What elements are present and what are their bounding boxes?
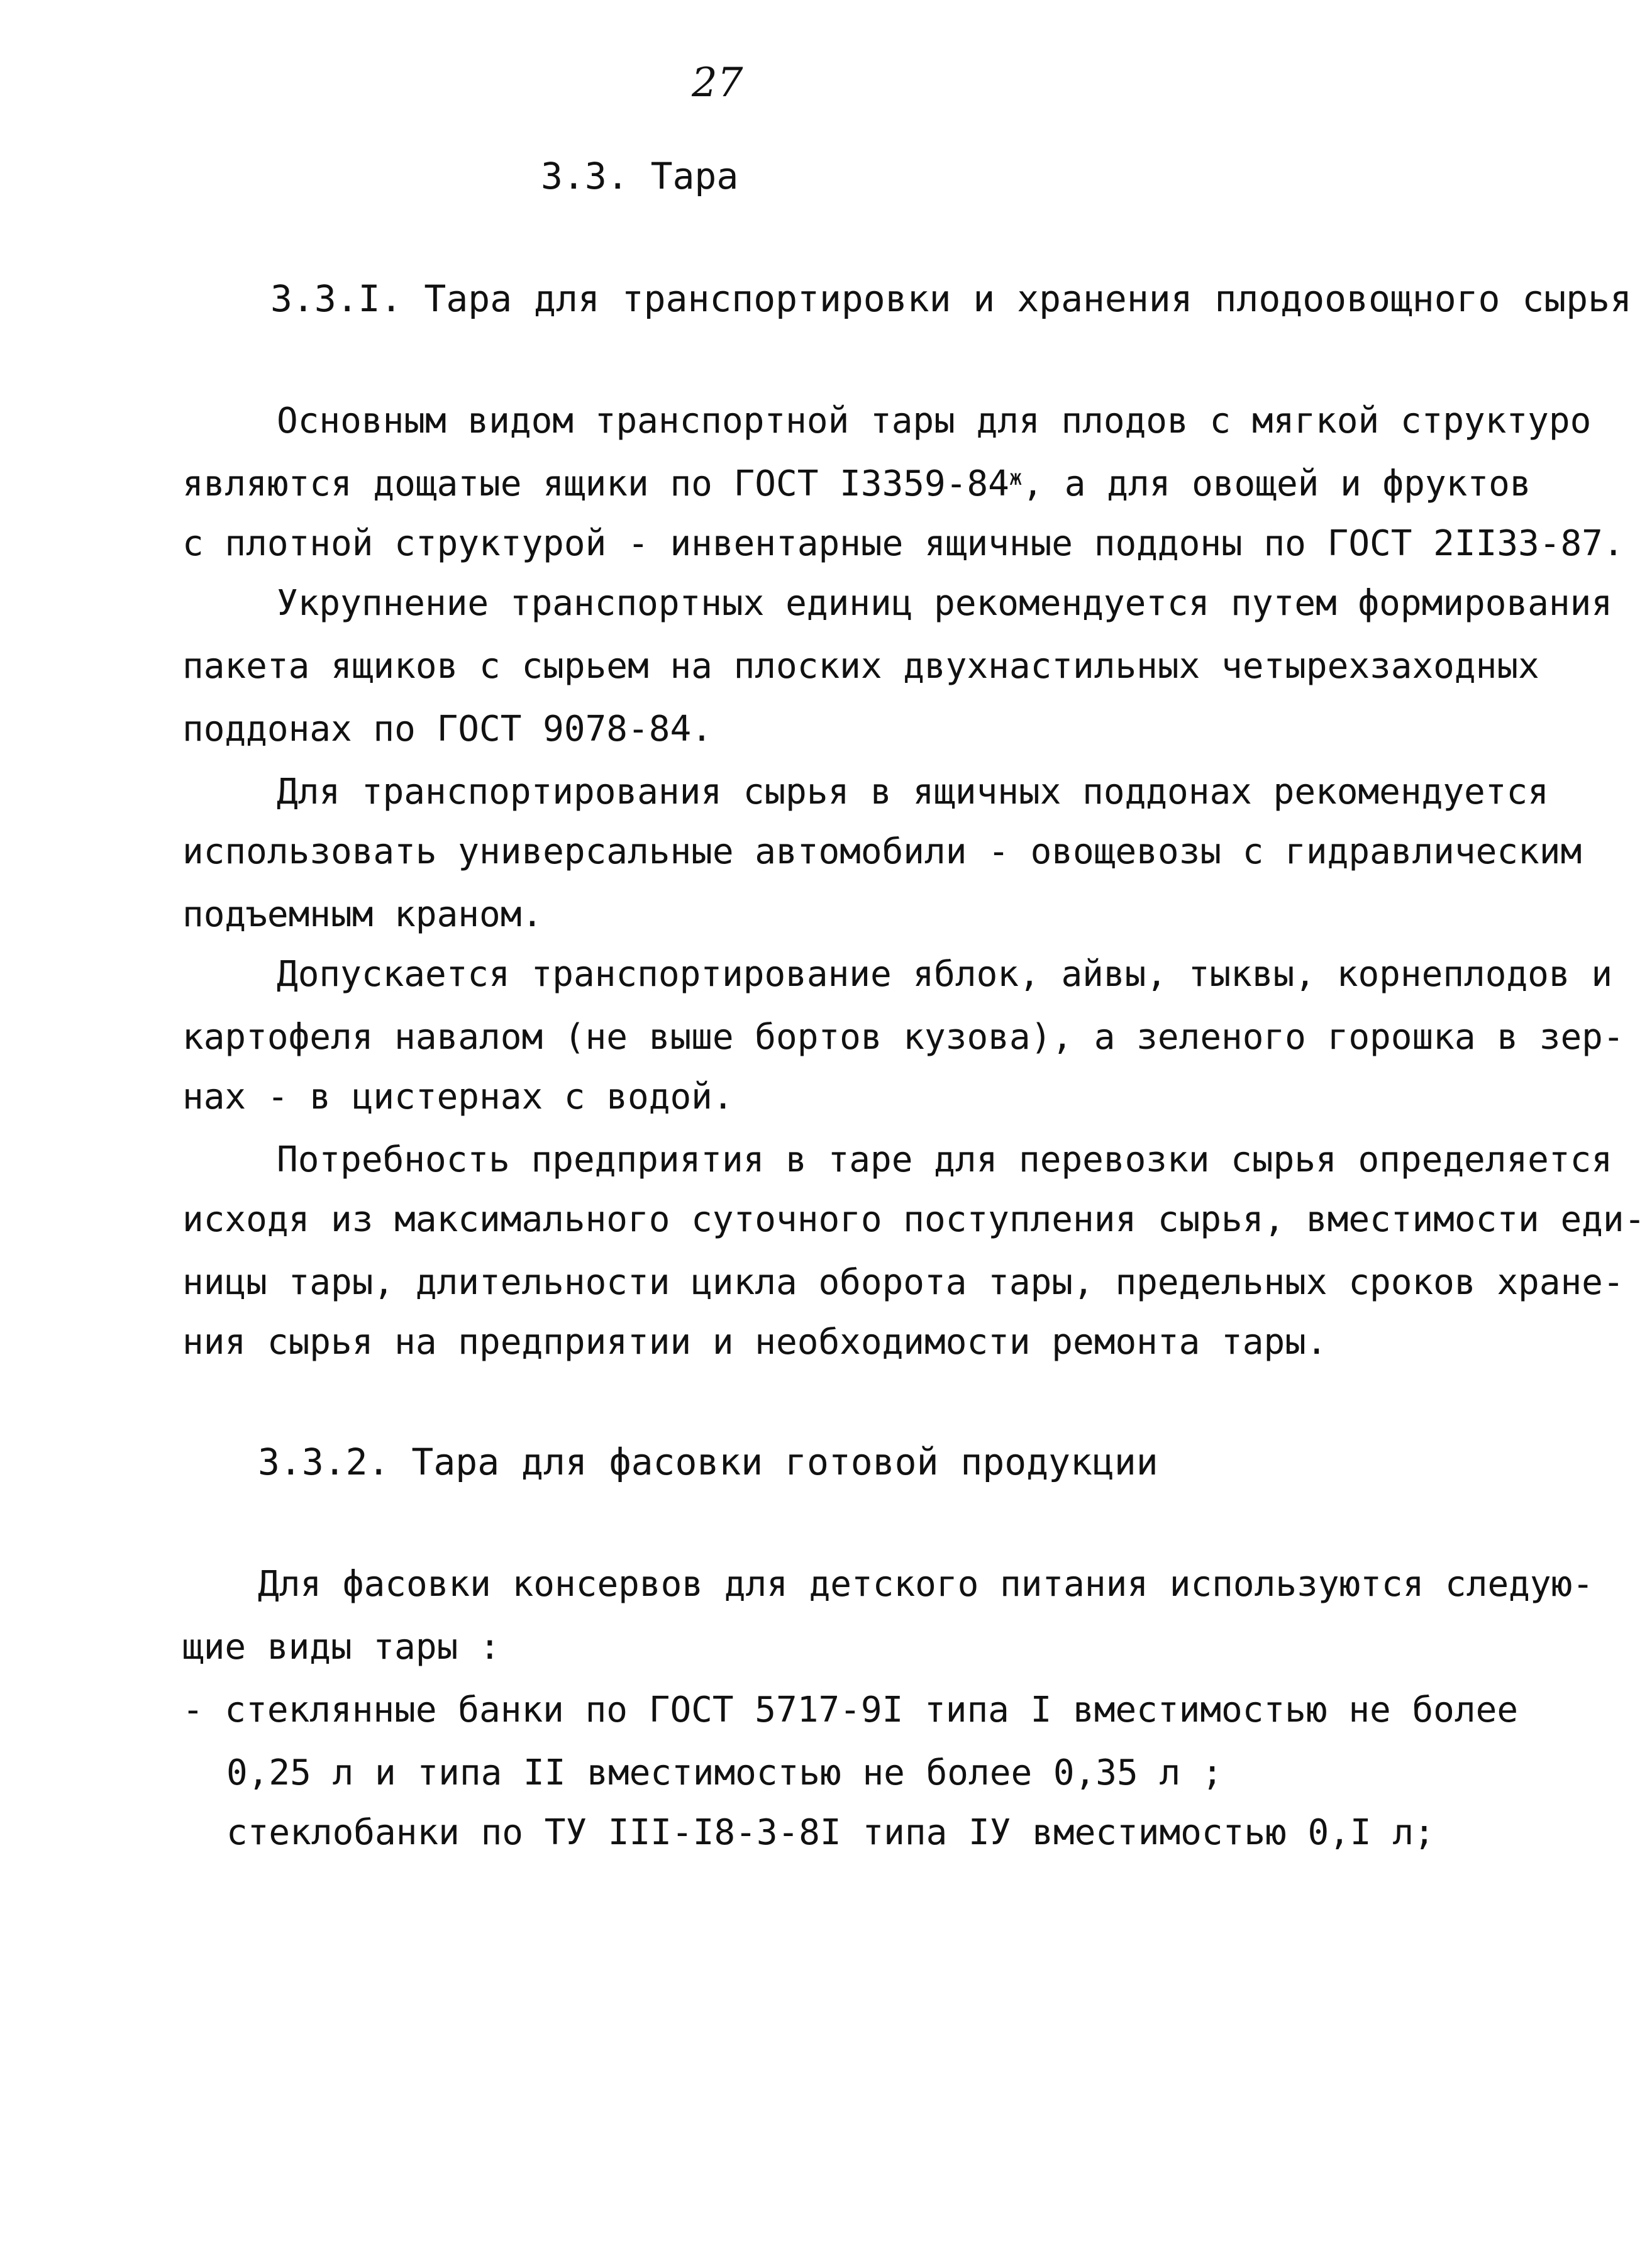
paragraph-line: Потребность предприятия в таре для перевозки сырья определяется xyxy=(277,1139,1613,1180)
paragraph-line xyxy=(182,462,1531,506)
subsection-title-transport: 3.3.I. Тара для транспортировки и хранения плодоовощного сырья xyxy=(270,277,1632,320)
paragraph-line: Допускается транспортирование яблок, айвы, тыквы, корнеплодов и xyxy=(277,954,1613,995)
section-title: 3.3. Тара xyxy=(541,155,739,197)
paragraph-line: ницы тары, длительности цикла оборота тары, предельных сроков хране- xyxy=(182,1262,1624,1303)
paragraph-line: нах - в цистернах с водой. xyxy=(182,1076,734,1117)
paragraph-line: исходя из максимального суточного поступления сырья, вместимости еди- xyxy=(182,1199,1646,1240)
paragraph-line: Для фасовки консервов для детского питания используются следую- xyxy=(258,1564,1594,1605)
footnote-mark: ж xyxy=(1009,465,1023,490)
paragraph-line-text: являются дощатые ящики по ГОСТ I3359-84 xyxy=(182,463,1009,504)
list-item-line: 0,25 л и типа II вместимостью не более 0,35 л ; xyxy=(226,1752,1223,1793)
paragraph-line: подъемным краном. xyxy=(182,894,543,935)
paragraph-line: поддонах по ГОСТ 9078-84. xyxy=(182,709,712,750)
paragraph-line: пакета ящиков с сырьем на плоских двухнастильных четырехзаходных xyxy=(182,646,1539,687)
paragraph-line: ния сырья на предприятии и необходимости ремонта тары. xyxy=(182,1322,1328,1363)
paragraph-line: Основным видом транспортной тары для плодов с мягкой структуро xyxy=(277,401,1592,441)
list-item-line: - стеклянные банки по ГОСТ 5717-9I типа I вместимостью не более xyxy=(182,1690,1519,1730)
page-number: 27 xyxy=(692,60,743,106)
paragraph-line: Укрупнение транспортных единиц рекомендуется путем формирования xyxy=(277,583,1613,624)
paragraph-line: использовать универсальные автомобили - овощевозы с гидравлическим xyxy=(182,831,1582,872)
paragraph-line: Для транспортирования сырья в ящичных поддонах рекомендуется xyxy=(277,772,1549,812)
paragraph-line-tail: , а для овощей и фруктов xyxy=(1022,463,1531,504)
subsection-title-packaging: 3.3.2. Тара для фасовки готовой продукции xyxy=(258,1441,1158,1483)
paragraph-line: с плотной структурой - инвентарные ящичные поддоны по ГОСТ 2II33-87. xyxy=(182,523,1624,564)
paragraph-line: щие виды тары : xyxy=(182,1627,501,1668)
paragraph-line: картофеля навалом (не выше бортов кузова), а зеленого горошка в зер- xyxy=(182,1017,1624,1058)
list-item-line: стеклобанки по ТУ III-I8-3-8I типа IУ вместимостью 0,I л; xyxy=(226,1812,1435,1853)
